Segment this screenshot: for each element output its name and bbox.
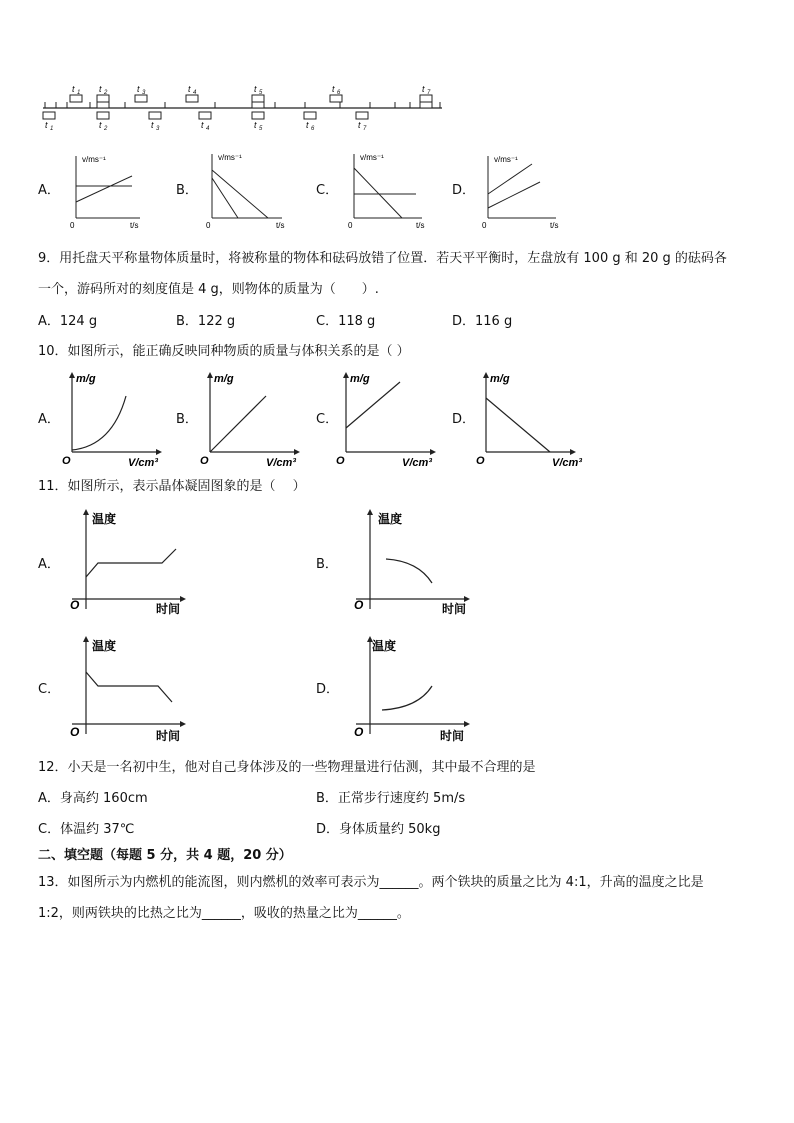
timeline-bottom-t5: t bbox=[254, 120, 257, 130]
q13-line2: 1:2，则两铁块的比热之比为______，吸收的热量之比为______。 bbox=[38, 906, 410, 921]
q11-a-ylabel: 温度 bbox=[92, 512, 117, 526]
q10-c-origin: O bbox=[336, 455, 345, 467]
timeline-top-t3: t bbox=[137, 84, 140, 94]
q9-option-c: C．118 g bbox=[316, 314, 376, 329]
q10-d-ylabel: m/g bbox=[490, 373, 510, 385]
q12-stem: 12．小天是一名初中生，他对自己身体涉及的一些物理量进行估测，其中最不合理的是 bbox=[38, 760, 536, 775]
q10-b-ylabel: m/g bbox=[214, 373, 234, 385]
q10-option-d-label: D． bbox=[452, 412, 476, 427]
q10-d-origin: O bbox=[476, 455, 485, 467]
q11-graph-c bbox=[64, 632, 194, 746]
timeline-top-t2: t bbox=[99, 84, 102, 94]
q8-graph-b bbox=[202, 148, 292, 232]
q12-option-c: C．体温约 37℃ bbox=[38, 822, 135, 837]
q11-d-ylabel: 温度 bbox=[372, 639, 397, 653]
svg-text:3: 3 bbox=[156, 126, 160, 132]
q10-c-ylabel: m/g bbox=[350, 373, 370, 385]
svg-text:7: 7 bbox=[427, 90, 431, 96]
q8-b-ylabel: v/ms⁻¹ bbox=[218, 153, 242, 162]
timeline-bottom-t3: t bbox=[151, 120, 154, 130]
q9-option-b: B．122 g bbox=[176, 314, 236, 329]
timeline-bottom-t4: t bbox=[201, 120, 204, 130]
timeline-top-t7: t bbox=[422, 84, 425, 94]
q8-d-origin: 0 bbox=[482, 221, 487, 230]
svg-text:7: 7 bbox=[363, 126, 367, 132]
q8-option-a-label: A． bbox=[38, 183, 60, 198]
q11-option-a-label: A． bbox=[38, 557, 60, 572]
q8-option-b-label: B． bbox=[176, 183, 198, 198]
q11-c-ylabel: 温度 bbox=[92, 639, 117, 653]
q10-option-b-label: B． bbox=[176, 412, 198, 427]
q10-graph-d bbox=[474, 368, 586, 472]
q10-d-xlabel: V/cm³ bbox=[552, 457, 582, 469]
q11-c-origin: O bbox=[70, 725, 80, 739]
q9-option-d: D．116 g bbox=[452, 314, 513, 329]
q11-option-c-label: C． bbox=[38, 682, 61, 697]
svg-text:1: 1 bbox=[50, 126, 54, 132]
svg-text:6: 6 bbox=[337, 90, 341, 96]
q8-a-ylabel: v/ms⁻¹ bbox=[82, 155, 106, 164]
q8-c-ylabel: v/ms⁻¹ bbox=[360, 153, 384, 162]
q8-d-xlabel: t/s bbox=[550, 221, 559, 230]
q12-option-b: B．正常步行速度约 5m/s bbox=[316, 791, 466, 806]
svg-text:3: 3 bbox=[142, 90, 146, 96]
q11-a-xlabel: 时间 bbox=[156, 602, 181, 616]
q11-c-xlabel: 时间 bbox=[156, 729, 181, 743]
q9-stem-line2: 一个，游码所对的刻度值是 4 g，则物体的质量为（ ）. bbox=[38, 282, 379, 297]
q8-d-ylabel: v/ms⁻¹ bbox=[494, 155, 518, 164]
q11-d-origin: O bbox=[354, 725, 364, 739]
q8-option-d-label: D． bbox=[452, 183, 476, 198]
q11-a-origin: O bbox=[70, 598, 80, 612]
q11-stem: 11．如图所示，表示晶体凝固图象的是（ ） bbox=[38, 479, 306, 494]
timeline-top-t5: t bbox=[254, 84, 257, 94]
section2-title: 二、填空题（每题 5 分，共 4 题，20 分） bbox=[38, 848, 292, 863]
q8-c-origin: 0 bbox=[348, 221, 353, 230]
q10-b-xlabel: V/cm³ bbox=[266, 457, 296, 469]
q11-b-xlabel: 时间 bbox=[442, 602, 467, 616]
q10-graph-a bbox=[60, 368, 165, 472]
q8-graph-a bbox=[68, 150, 148, 232]
q10-option-c-label: C． bbox=[316, 412, 339, 427]
q11-b-ylabel: 温度 bbox=[378, 512, 403, 526]
q9-stem-line1: 9．用托盘天平称量物体质量时，将被称量的物体和砝码放错了位置．若天平平衡时，左盘放有 100 g 和 20 g 的砝码各 bbox=[38, 251, 727, 266]
timeline-top-t6: t bbox=[332, 84, 335, 94]
q11-graph-d bbox=[348, 632, 478, 746]
q8-b-origin: 0 bbox=[206, 221, 211, 230]
q11-b-origin: O bbox=[354, 598, 364, 612]
q11-option-b-label: B． bbox=[316, 557, 338, 572]
q12-option-d: D．身体质量约 50kg bbox=[316, 822, 441, 837]
q10-a-origin: O bbox=[62, 455, 71, 467]
q8-option-c-label: C． bbox=[316, 183, 339, 198]
svg-text:5: 5 bbox=[259, 90, 263, 96]
q10-stem: 10．如图所示，能正确反映同种物质的质量与体积关系的是（ ） bbox=[38, 344, 410, 359]
q8-a-origin: 0 bbox=[70, 221, 75, 230]
q8-graph-c bbox=[344, 148, 434, 232]
timeline-top-t1: t bbox=[72, 84, 75, 94]
timeline-bottom-t2: t bbox=[99, 120, 102, 130]
q11-graph-b bbox=[348, 505, 478, 619]
q8-graph-d bbox=[478, 150, 568, 232]
timeline-top-t4: t bbox=[188, 84, 191, 94]
timeline-bottom-t7: t bbox=[358, 120, 361, 130]
svg-text:6: 6 bbox=[311, 126, 315, 132]
svg-text:2: 2 bbox=[104, 90, 108, 96]
q10-graph-b bbox=[198, 368, 303, 472]
q11-graph-a bbox=[64, 505, 194, 619]
svg-text:4: 4 bbox=[206, 126, 210, 132]
q9-option-a: A．124 g bbox=[38, 314, 98, 329]
q8-a-xlabel: t/s bbox=[130, 221, 139, 230]
q8-c-xlabel: t/s bbox=[416, 221, 425, 230]
q10-a-xlabel: V/cm³ bbox=[128, 457, 158, 469]
q13-line1: 13．如图所示为内燃机的能流图，则内燃机的效率可表示为______。两个铁块的质量之比为 4:1，升高的温度之比是 bbox=[38, 875, 704, 890]
timeline-figure bbox=[40, 82, 450, 134]
q12-option-a: A．身高约 160cm bbox=[38, 791, 148, 806]
q11-option-d-label: D． bbox=[316, 682, 340, 697]
q10-graph-c bbox=[334, 368, 439, 472]
svg-text:4: 4 bbox=[193, 90, 197, 96]
svg-text:1: 1 bbox=[77, 90, 81, 96]
q10-option-a-label: A． bbox=[38, 412, 60, 427]
svg-text:2: 2 bbox=[104, 126, 108, 132]
q10-c-xlabel: V/cm³ bbox=[402, 457, 432, 469]
timeline-bottom-t6: t bbox=[306, 120, 309, 130]
q8-b-xlabel: t/s bbox=[276, 221, 285, 230]
q11-d-xlabel: 时间 bbox=[440, 729, 465, 743]
timeline-bottom-t1: t bbox=[45, 120, 48, 130]
q10-a-ylabel: m/g bbox=[76, 373, 96, 385]
q10-b-origin: O bbox=[200, 455, 209, 467]
svg-text:5: 5 bbox=[259, 126, 263, 132]
